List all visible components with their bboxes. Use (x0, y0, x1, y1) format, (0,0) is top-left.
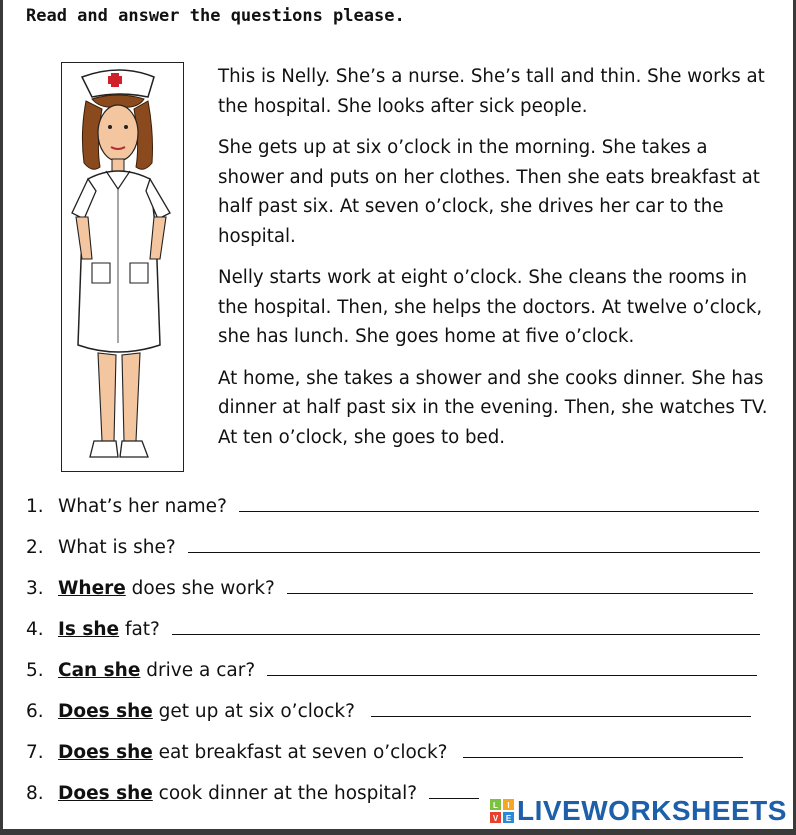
page-border-left (0, 0, 3, 835)
liveworksheets-wordmark: LIVEWORKSHEETS (517, 795, 787, 826)
answer-field[interactable] (267, 661, 757, 676)
answer-field[interactable] (172, 620, 760, 635)
svg-text:E: E (505, 814, 512, 823)
answer-field[interactable] (463, 743, 743, 758)
question-keyword: Is she (58, 619, 120, 640)
question-3 (26, 578, 753, 599)
question-keyword: Does she (58, 742, 153, 763)
answer-field[interactable] (239, 497, 759, 512)
question-text: eat breakfast at seven o’clock? (152, 742, 448, 763)
question-1 (26, 496, 759, 517)
question-number: 6. (26, 701, 44, 722)
reading-passage (218, 62, 774, 464)
passage-paragraph-4: At home, she takes a shower and she cooks dinner. She has dinner at half past six in the evening. Then, she watches TV. At ten o’clock, she goes to bed. (218, 367, 768, 448)
question-keyword: Does she (58, 701, 153, 722)
page-border-bottom (0, 829, 796, 835)
question-2 (26, 537, 760, 558)
svg-text:I: I (507, 801, 510, 810)
question-keyword: Can she (58, 660, 141, 681)
answer-field[interactable] (287, 579, 753, 594)
question-number: 5. (26, 660, 44, 681)
question-text: does she work? (125, 578, 275, 599)
instruction-heading: Read and answer the questions please. (26, 6, 405, 26)
passage-paragraph-3: Nelly starts work at eight o’clock. She cleans the rooms in the hospital. Then, she helps the doctors. At twelve o’clock, she has lunch. She goes home at five o’clock. (218, 267, 763, 347)
passage-paragraph-2: She gets up at six o’clock in the morning. She takes a shower and puts on her clothes. Then she eats breakfast at half past six. At seven o’clock, she drives her car to the hospital. (218, 137, 760, 247)
question-text: What’s her name? (58, 496, 227, 517)
question-7 (26, 742, 743, 763)
svg-text:L: L (493, 801, 498, 810)
question-number: 2. (26, 537, 44, 558)
nurse-illustration (61, 62, 184, 472)
passage-paragraph-1: This is Nelly. She’s a nurse. She’s tall and thin. She works at the hospital. She looks after sick people. (218, 66, 765, 117)
liveworksheets-icon (490, 799, 514, 823)
question-keyword: Does she (58, 783, 153, 804)
question-number: 7. (26, 742, 44, 763)
svg-text:V: V (492, 814, 499, 823)
question-number: 1. (26, 496, 44, 517)
liveworksheets-logo (490, 796, 787, 826)
question-number: 8. (26, 783, 44, 804)
question-text: get up at six o’clock? (152, 701, 355, 722)
question-number: 4. (26, 619, 44, 640)
question-keyword: Where (58, 578, 126, 599)
question-6 (26, 701, 751, 722)
question-text: drive a car? (140, 660, 256, 681)
question-text: cook dinner at the hospital? (152, 783, 418, 804)
answer-field[interactable] (371, 702, 751, 717)
question-5 (26, 660, 757, 681)
answer-field[interactable] (429, 784, 479, 799)
question-number: 3. (26, 578, 44, 599)
question-8 (26, 783, 479, 804)
question-4 (26, 619, 760, 640)
question-text: fat? (119, 619, 160, 640)
question-text: What is she? (58, 537, 176, 558)
answer-field[interactable] (188, 538, 760, 553)
